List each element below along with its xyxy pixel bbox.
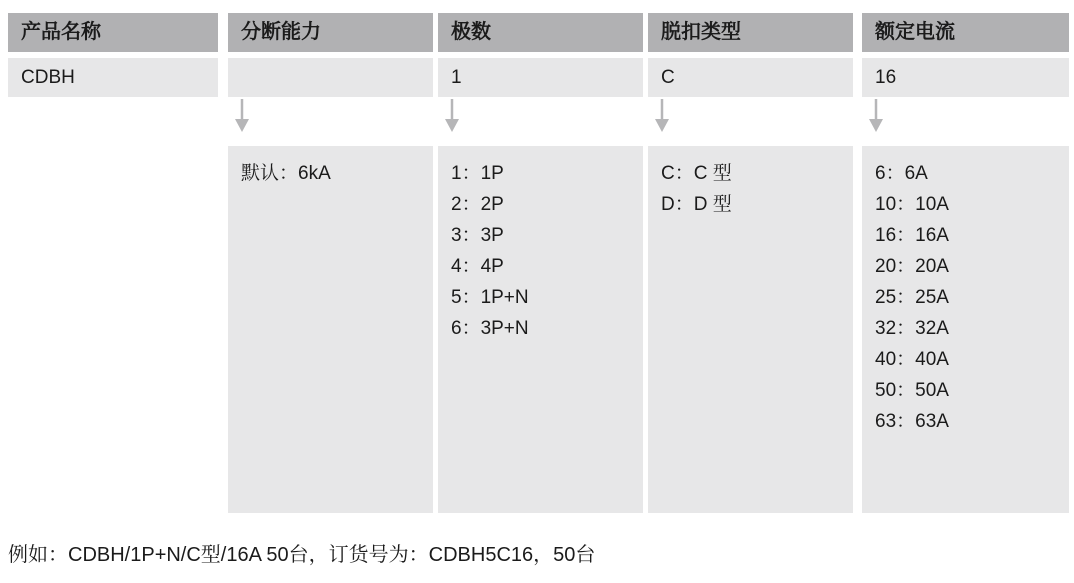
option-item: 默认：6kA: [241, 163, 331, 184]
column-trip-type: [648, 0, 853, 583]
code-value-cell: 16: [862, 58, 1069, 97]
ordering-example-text: 例如：CDBH/1P+N/C型/16A 50台，订货号为：CDBH5C16，50台: [8, 544, 596, 566]
option-item: 32：32A: [875, 318, 949, 339]
code-value-cell: [228, 58, 433, 97]
option-item: 50：50A: [875, 380, 949, 401]
options-box: [648, 146, 853, 513]
column-breaking-capacity: [228, 0, 433, 583]
down-arrow-icon: [654, 99, 670, 133]
code-value-cell: CDBH: [8, 58, 218, 97]
code-value-cell: C: [648, 58, 853, 97]
option-item: 6：3P+N: [451, 318, 529, 339]
option-item: 63：63A: [875, 411, 949, 432]
option-item: D：D 型: [661, 194, 732, 215]
column-header: 产品名称: [8, 13, 218, 52]
option-item: 40：40A: [875, 349, 949, 370]
option-item: 25：25A: [875, 287, 949, 308]
down-arrow-icon: [868, 99, 884, 133]
option-item: C：C 型: [661, 163, 732, 184]
column-product-name: [8, 0, 218, 583]
column-header: 额定电流: [862, 13, 1069, 52]
option-item: 5：1P+N: [451, 287, 529, 308]
option-item: 16：16A: [875, 225, 949, 246]
code-value-cell: 1: [438, 58, 643, 97]
option-item: 3：3P: [451, 225, 504, 246]
column-header: 极数: [438, 13, 643, 52]
options-box: [438, 146, 643, 513]
column-rated-current: [862, 0, 1069, 583]
column-header: 分断能力: [228, 13, 433, 52]
column-header: 脱扣类型: [648, 13, 853, 52]
options-box: [862, 146, 1069, 513]
option-item: 2：2P: [451, 194, 504, 215]
option-item: 4：4P: [451, 256, 504, 277]
option-item: 6：6A: [875, 163, 928, 184]
option-item: 20：20A: [875, 256, 949, 277]
down-arrow-icon: [444, 99, 460, 133]
down-arrow-icon: [234, 99, 250, 133]
column-pole-number: [438, 0, 643, 583]
option-item: 1：1P: [451, 163, 504, 184]
option-item: 10：10A: [875, 194, 949, 215]
options-box: [228, 146, 433, 513]
